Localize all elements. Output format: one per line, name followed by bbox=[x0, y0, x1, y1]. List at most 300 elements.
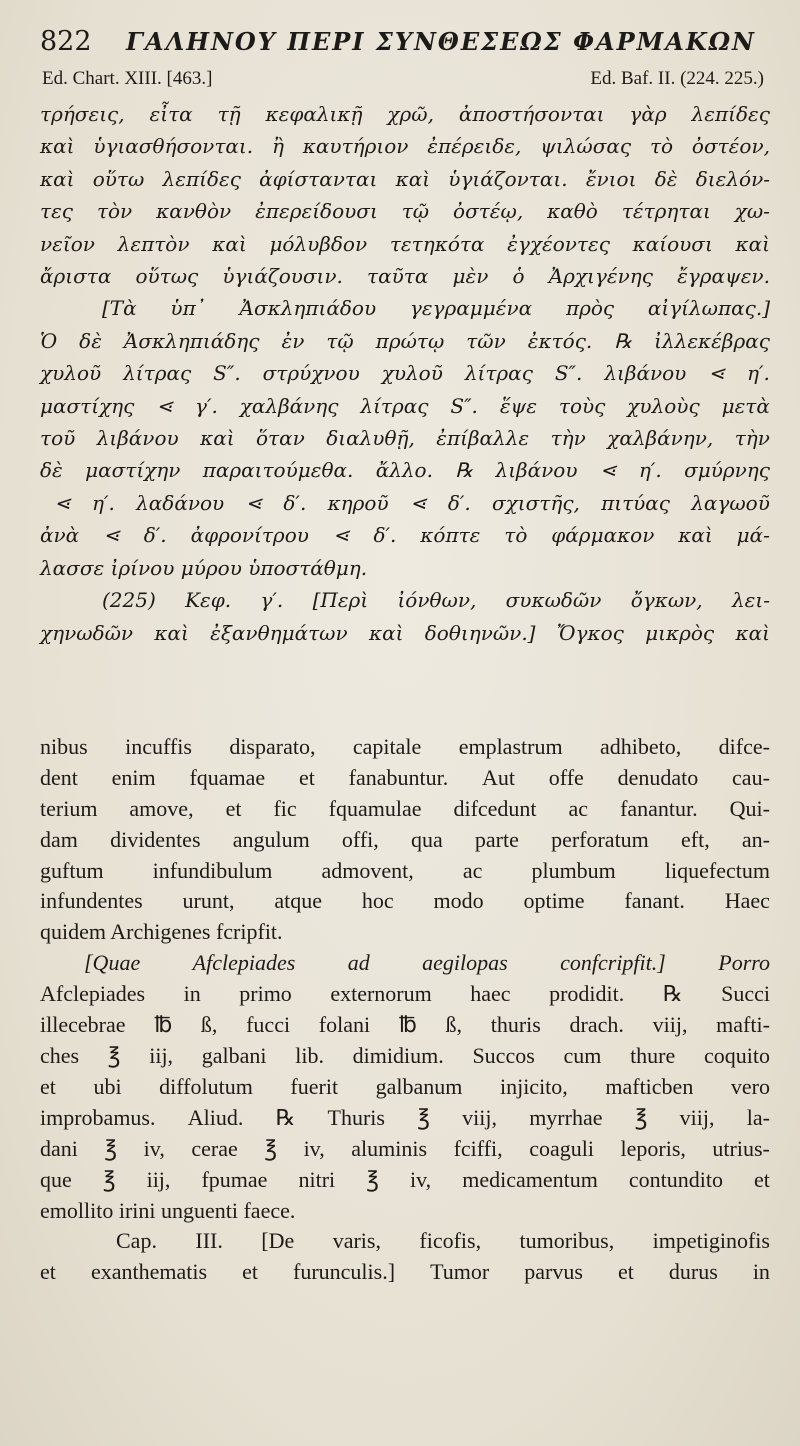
greek-line bbox=[40, 260, 770, 292]
word: [Τὰ bbox=[102, 296, 137, 321]
word: fquamae bbox=[189, 764, 266, 790]
word: λίτρας bbox=[360, 393, 429, 418]
word: cum bbox=[563, 1042, 602, 1068]
word: durus bbox=[668, 1259, 718, 1285]
word: (225) bbox=[102, 588, 156, 613]
word: Aliud. bbox=[187, 1104, 244, 1130]
word: la- bbox=[746, 1104, 770, 1130]
word: varis, bbox=[332, 1228, 381, 1254]
word: ἔνιοι bbox=[585, 166, 637, 191]
word: injicito, bbox=[499, 1073, 568, 1099]
word: παραιτούμεθα. bbox=[202, 458, 354, 483]
word: fpumae bbox=[201, 1166, 268, 1192]
word: χυλοῦ bbox=[381, 361, 443, 386]
word: ac bbox=[568, 795, 589, 821]
word: ταῦτα bbox=[367, 264, 429, 289]
word: confcripfit.] bbox=[560, 950, 666, 976]
word: στρύχνου bbox=[262, 361, 360, 386]
word: difce- bbox=[718, 733, 770, 759]
word: que bbox=[40, 1166, 72, 1192]
word: ἄριστα bbox=[40, 264, 112, 289]
word: thure bbox=[630, 1042, 676, 1068]
word: plumbum bbox=[531, 857, 616, 883]
word: χυλοὺς bbox=[627, 393, 700, 418]
word: η′. bbox=[747, 361, 770, 386]
word: difcedunt bbox=[453, 795, 537, 821]
word: δὲ bbox=[40, 458, 63, 483]
greek-text-block bbox=[40, 98, 770, 649]
word: μόλυβδον bbox=[269, 231, 368, 256]
word: Porro bbox=[718, 950, 770, 976]
word: modo bbox=[433, 888, 484, 914]
word: ℔ bbox=[398, 1012, 417, 1038]
word: οὕτως bbox=[135, 264, 199, 289]
word: τέτρηται bbox=[621, 199, 711, 224]
word: λίτρας bbox=[123, 361, 192, 386]
word: λίτρας bbox=[464, 361, 533, 386]
word: πιτύας bbox=[601, 490, 671, 515]
word: galbani bbox=[201, 1042, 267, 1068]
word: χρῶ, bbox=[387, 102, 434, 126]
latin-line bbox=[40, 1041, 770, 1072]
word: infundibulum bbox=[152, 857, 273, 883]
word: terium bbox=[40, 795, 98, 821]
latin-line bbox=[40, 886, 770, 917]
greek-line bbox=[40, 454, 770, 486]
word: ἀφίστανται bbox=[259, 166, 378, 191]
word: prodidit. bbox=[549, 981, 625, 1007]
greek-chapter-heading bbox=[40, 584, 770, 616]
word: καὶ bbox=[40, 166, 75, 191]
word: fanabuntur. bbox=[348, 764, 449, 790]
word: καὶ bbox=[735, 231, 770, 256]
word: γ′. bbox=[260, 588, 284, 613]
word: κανθὸν bbox=[156, 199, 232, 224]
word: Afclepiades bbox=[40, 981, 146, 1007]
greek-line bbox=[40, 617, 770, 649]
word: exanthematis bbox=[90, 1259, 208, 1285]
word: hoc bbox=[361, 888, 394, 914]
word: Ἀρχιγένης bbox=[548, 264, 653, 289]
word: et bbox=[242, 1259, 258, 1285]
word: ubi bbox=[93, 1073, 122, 1099]
word: ἐν bbox=[281, 328, 305, 353]
word: offe bbox=[548, 764, 584, 790]
latin-line bbox=[40, 732, 770, 763]
word: μὲν bbox=[452, 264, 489, 289]
word: coquito bbox=[703, 1042, 770, 1068]
word: incuffis bbox=[125, 733, 192, 759]
latin-line bbox=[40, 856, 770, 887]
greek-line bbox=[40, 519, 770, 551]
word: iv, bbox=[303, 1135, 325, 1161]
word: disparato, bbox=[229, 733, 316, 759]
word: in bbox=[752, 1259, 770, 1285]
word: utrius- bbox=[712, 1135, 770, 1161]
greek-line bbox=[40, 325, 770, 357]
word: ⋖ bbox=[103, 523, 120, 548]
greek-line bbox=[40, 130, 770, 162]
word: Tumor bbox=[430, 1259, 490, 1285]
word: et bbox=[754, 1166, 770, 1192]
word: τὴν bbox=[550, 426, 586, 451]
word: ac bbox=[462, 857, 483, 883]
word: iv, bbox=[143, 1135, 165, 1161]
word: κηροῦ bbox=[327, 490, 389, 515]
latin-line bbox=[40, 825, 770, 856]
greek-line bbox=[40, 98, 770, 130]
word: καυτήριον bbox=[302, 134, 409, 159]
word: λεπτὸν bbox=[117, 231, 190, 256]
word: primo bbox=[239, 981, 292, 1007]
greek-line: λασσε ἰρίνου μύρου ὑποστάθμη. bbox=[40, 555, 368, 580]
word: myrrhae bbox=[529, 1104, 603, 1130]
word: δ′. bbox=[373, 523, 397, 548]
greek-line bbox=[40, 228, 770, 260]
word: aluminis bbox=[351, 1135, 428, 1161]
word: fquamulae bbox=[328, 795, 422, 821]
word: cerae bbox=[191, 1135, 238, 1161]
word: eft, bbox=[680, 826, 710, 852]
word: ℥ bbox=[634, 1104, 648, 1130]
word: [Περὶ bbox=[312, 588, 369, 613]
latin-section-heading bbox=[40, 948, 770, 979]
word: ἄλλο. bbox=[375, 458, 433, 483]
word: thuris bbox=[490, 1012, 541, 1038]
word: S″. bbox=[450, 393, 478, 418]
word: amove, bbox=[129, 795, 194, 821]
word: medicamentum bbox=[462, 1166, 598, 1192]
word: διελόν- bbox=[695, 166, 770, 191]
word: καὶ bbox=[368, 620, 404, 645]
word: καὶ bbox=[395, 166, 431, 191]
word: ἐπέρειδε, bbox=[427, 134, 522, 159]
word: καὶ bbox=[678, 523, 713, 548]
word: Qui- bbox=[729, 795, 770, 821]
word: καὶ bbox=[200, 426, 235, 451]
word: ἰλλεκέβρας bbox=[654, 328, 770, 353]
word: illecebrae bbox=[40, 1012, 126, 1038]
edition-line bbox=[42, 68, 764, 96]
word: τες bbox=[40, 199, 73, 224]
word: ℥ bbox=[366, 1166, 379, 1192]
word: ℥ bbox=[102, 1166, 116, 1192]
word: ⋖ bbox=[156, 393, 174, 418]
word: infundentes bbox=[40, 888, 143, 914]
word: urunt, bbox=[182, 888, 235, 914]
word: ὑγιάζουσιν. bbox=[222, 264, 343, 289]
word: κόπτε bbox=[420, 523, 481, 548]
word: ἔγραψεν. bbox=[677, 264, 770, 289]
word: καθὸ bbox=[547, 199, 598, 224]
word: an- bbox=[741, 826, 770, 852]
word: Ἀσκληπιάδου bbox=[239, 296, 377, 321]
word: ℥ bbox=[107, 1042, 121, 1068]
word: πρώτῳ bbox=[375, 328, 445, 353]
word: τὸ bbox=[504, 523, 528, 548]
word: σμύρνης bbox=[684, 458, 770, 483]
word: perforatum bbox=[551, 826, 649, 852]
word: cau- bbox=[732, 764, 770, 790]
word: τρήσεις, bbox=[40, 102, 125, 126]
word: optime bbox=[523, 888, 585, 914]
word: δὲ bbox=[79, 328, 102, 353]
running-head bbox=[40, 26, 770, 68]
greek-line bbox=[40, 357, 770, 389]
word: dimidium. bbox=[352, 1042, 444, 1068]
latin-line: emollito irini unguenti faece. bbox=[40, 1197, 296, 1223]
word: iij, bbox=[146, 1166, 171, 1192]
word: συκωδῶν bbox=[505, 588, 602, 613]
word: Aut bbox=[482, 764, 516, 790]
word: ἀποστήσονται bbox=[458, 102, 605, 126]
latin-line bbox=[40, 979, 770, 1010]
word: ὑπ᾽ bbox=[170, 296, 206, 321]
word: ἀφρονίτρου bbox=[190, 523, 309, 548]
word: III. bbox=[195, 1228, 223, 1254]
word: liquefectum bbox=[664, 857, 770, 883]
word: Ὄγκος bbox=[556, 620, 624, 645]
latin-line bbox=[40, 763, 770, 794]
word: impetiginofis bbox=[652, 1228, 770, 1254]
word: ἐπερείδουσι bbox=[255, 199, 378, 224]
word: λιβάνου bbox=[604, 361, 687, 386]
word: λεπίδες bbox=[691, 102, 770, 126]
word: ἢ bbox=[271, 134, 284, 159]
word: ἐξανθημάτων bbox=[210, 620, 348, 645]
word: Ἀσκληπιάδης bbox=[123, 328, 260, 353]
word: λαγωοῦ bbox=[691, 490, 770, 515]
word: offi, bbox=[341, 826, 379, 852]
word: σχιστῆς, bbox=[492, 490, 580, 515]
word: viij, bbox=[652, 1012, 688, 1038]
latin-line bbox=[40, 1072, 770, 1103]
word: viij, bbox=[462, 1104, 497, 1130]
word: οὕτω bbox=[92, 166, 145, 191]
word: ℞ bbox=[275, 1104, 296, 1130]
word: improbamus. bbox=[40, 1104, 156, 1130]
word: κεφαλικῇ bbox=[265, 102, 363, 126]
word: fucci bbox=[246, 1012, 291, 1038]
word: enim bbox=[111, 764, 156, 790]
word: furunculis.] bbox=[293, 1259, 396, 1285]
word: ℥ bbox=[264, 1135, 278, 1161]
word: capitale bbox=[352, 733, 422, 759]
greek-line bbox=[40, 195, 770, 227]
latin-line bbox=[40, 1103, 770, 1134]
word: μικρὸς bbox=[645, 620, 715, 645]
word: τὴν bbox=[734, 426, 770, 451]
word: δὲ bbox=[654, 166, 678, 191]
word: mafti- bbox=[716, 1012, 770, 1038]
word: et bbox=[40, 1073, 56, 1099]
word: δοθιηνῶν.] bbox=[424, 620, 536, 645]
edition-basel: Ed. Baf. II. (224. 225.) bbox=[590, 68, 764, 89]
word: aegilopas bbox=[422, 950, 508, 976]
word: καὶ bbox=[212, 231, 247, 256]
word: fanantur. bbox=[620, 795, 698, 821]
word: folani bbox=[318, 1012, 371, 1038]
edition-chart: Ed. Chart. XIII. [463.] bbox=[42, 68, 213, 89]
word: ⋖ bbox=[708, 361, 726, 386]
word: Succos bbox=[472, 1042, 535, 1068]
word: dividentes bbox=[110, 826, 201, 852]
word: ⋖ bbox=[54, 490, 71, 515]
word: iij, bbox=[149, 1042, 174, 1068]
word: ⋖ bbox=[409, 490, 427, 515]
greek-line bbox=[40, 422, 770, 454]
word: ß, bbox=[445, 1012, 463, 1038]
word: S″. bbox=[554, 361, 583, 386]
latin-chapter-heading bbox=[40, 1226, 770, 1257]
word: μά- bbox=[736, 523, 770, 548]
word: Thuris bbox=[327, 1104, 385, 1130]
word: in bbox=[183, 981, 201, 1007]
word: ἐπίβαλλε bbox=[436, 426, 530, 451]
word: nibus bbox=[40, 733, 88, 759]
word: καὶ bbox=[40, 134, 75, 159]
word: καὶ bbox=[735, 620, 770, 645]
word: καὶ bbox=[154, 620, 189, 645]
word: ὁ bbox=[512, 264, 525, 289]
word: ἐκτός. bbox=[527, 328, 593, 353]
word: χυλοῦ bbox=[40, 361, 102, 386]
word: drach. bbox=[569, 1012, 624, 1038]
word: ψιλώσας bbox=[540, 134, 632, 159]
word: χω- bbox=[734, 199, 770, 224]
word: guftum bbox=[40, 857, 104, 883]
greek-line bbox=[40, 487, 770, 519]
word: ℥ bbox=[417, 1104, 430, 1130]
latin-line bbox=[40, 1165, 770, 1196]
word: καίουσι bbox=[632, 231, 713, 256]
word: angulum bbox=[232, 826, 310, 852]
word: τοῦ bbox=[40, 426, 76, 451]
word: μαστίχης bbox=[40, 393, 135, 418]
word: η′. bbox=[91, 490, 115, 515]
word: δ′. bbox=[283, 490, 307, 515]
word: Ὁ bbox=[40, 328, 58, 353]
word: et bbox=[298, 764, 315, 790]
word: διαλυθῇ, bbox=[326, 426, 415, 451]
word: τοὺς bbox=[558, 393, 606, 418]
word: dani bbox=[40, 1135, 78, 1161]
word: πρὸς bbox=[565, 296, 615, 321]
word: λιβάνου bbox=[96, 426, 179, 451]
word: mafticben bbox=[605, 1073, 694, 1099]
word: coaguli bbox=[529, 1135, 594, 1161]
word: ἕψε bbox=[499, 393, 537, 418]
word: fuerit bbox=[290, 1073, 339, 1099]
word: admovent, bbox=[321, 857, 414, 883]
word: χαλβάνην, bbox=[607, 426, 714, 451]
word: δ′. bbox=[143, 523, 167, 548]
word: λει- bbox=[731, 588, 770, 613]
word: ἀνὰ bbox=[40, 523, 80, 548]
word: ἰόνθων, bbox=[397, 588, 477, 613]
word: ℞ bbox=[662, 981, 683, 1007]
word: atque bbox=[274, 888, 322, 914]
latin-text-block bbox=[40, 732, 770, 1288]
word: ⋖ bbox=[332, 523, 350, 548]
word: dent bbox=[40, 764, 78, 790]
latin-line bbox=[40, 794, 770, 825]
word: χαλβάνης bbox=[239, 393, 339, 418]
word: fic bbox=[273, 795, 297, 821]
word: parte bbox=[474, 826, 519, 852]
word: leporis, bbox=[620, 1135, 686, 1161]
word: γ′. bbox=[194, 393, 218, 418]
word: φάρμακον bbox=[551, 523, 655, 548]
word: τῷ bbox=[326, 328, 354, 353]
word: ℔ bbox=[154, 1012, 173, 1038]
word: τὸ bbox=[649, 134, 674, 159]
word: Cap. bbox=[116, 1228, 157, 1254]
word: et bbox=[225, 795, 242, 821]
word: τῷ bbox=[401, 199, 430, 224]
word: ß, bbox=[200, 1012, 218, 1038]
word: χηνωδῶν bbox=[40, 620, 134, 645]
word: iv, bbox=[409, 1166, 432, 1192]
word: ὑγιάζονται. bbox=[448, 166, 568, 191]
word: γεγραμμένα bbox=[409, 296, 533, 321]
word: tumoribus, bbox=[519, 1228, 615, 1254]
greek-line bbox=[40, 163, 770, 195]
word: μετὰ bbox=[721, 393, 770, 418]
word: Afclepiades bbox=[192, 950, 296, 976]
word: parvus bbox=[524, 1259, 583, 1285]
word: ℞ bbox=[455, 458, 474, 483]
word: denudato bbox=[617, 764, 699, 790]
word: vero bbox=[730, 1073, 770, 1099]
word: contundito bbox=[628, 1166, 723, 1192]
word: Haec bbox=[724, 888, 770, 914]
word: haec bbox=[470, 981, 511, 1007]
word: et bbox=[40, 1259, 56, 1285]
word: λεπίδες bbox=[162, 166, 241, 191]
latin-line bbox=[40, 1257, 770, 1288]
word: εἶτα bbox=[149, 102, 193, 126]
word: ficofis, bbox=[419, 1228, 482, 1254]
word: λαδάνου bbox=[136, 490, 225, 515]
word: ὀστέῳ, bbox=[453, 199, 524, 224]
word: fanant. bbox=[624, 888, 685, 914]
word: ad bbox=[347, 950, 370, 976]
word: diffolutum bbox=[159, 1073, 253, 1099]
word: ὅταν bbox=[256, 426, 305, 451]
word: Κεφ. bbox=[185, 588, 232, 613]
word: qua bbox=[410, 826, 443, 852]
word: viij, bbox=[679, 1104, 715, 1130]
word: ⋖ bbox=[599, 458, 617, 483]
word: τῶν bbox=[466, 328, 506, 353]
word: δ′. bbox=[447, 490, 471, 515]
word: emplastrum bbox=[458, 733, 563, 759]
word: τῇ bbox=[217, 102, 241, 126]
word: ὑγιασθήσονται. bbox=[93, 134, 254, 159]
word: adhibeto, bbox=[599, 733, 682, 759]
word: ἐγχέοντες bbox=[507, 231, 610, 256]
word: νεῖον bbox=[40, 231, 95, 256]
word: externorum bbox=[330, 981, 432, 1007]
latin-line bbox=[40, 1010, 770, 1041]
word: αἰγίλωπας.] bbox=[647, 296, 770, 321]
running-title: ΓΑΛΗΝΟΥ ΠΕΡΙ ΣΥΝΘΕΣΕΩΣ ΦΑΡΜΑΚΩΝ bbox=[126, 27, 756, 56]
word: ὀστέον, bbox=[691, 134, 770, 159]
word: τὸν bbox=[96, 199, 133, 224]
greek-line bbox=[40, 390, 770, 422]
word: η′. bbox=[638, 458, 662, 483]
